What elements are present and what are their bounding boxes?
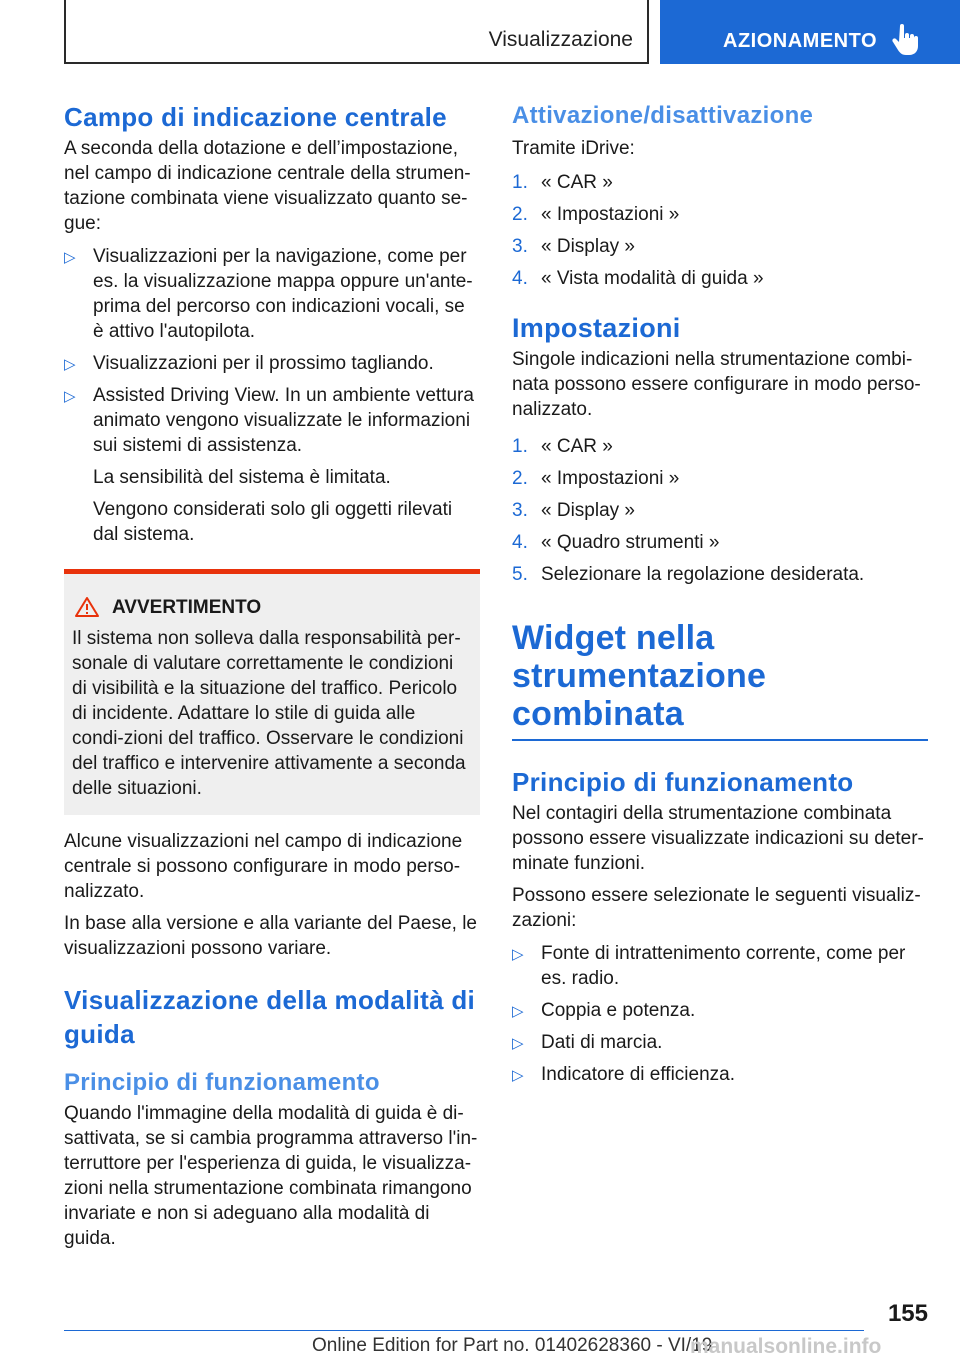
step-text: « Display » (541, 500, 635, 521)
warning-triangle-icon (74, 596, 100, 618)
heading-principio-funzionamento: Principio di funzionamento (512, 767, 854, 797)
step-item (512, 170, 928, 195)
list-item (64, 244, 480, 344)
step-text: « CAR » (541, 436, 613, 457)
step-text: « CAR » (541, 172, 613, 193)
step-text: « Display » (541, 236, 635, 257)
step-text: « Impostazioni » (541, 468, 680, 489)
step-item (512, 234, 928, 259)
step-number: 4. (512, 268, 528, 289)
paragraph: Nel contagiri della strumentazione combinata possono essere visualizzate indicazioni su deter-minate funzioni. (512, 803, 924, 874)
paragraph: Possono essere selezionate le seguenti visualiz-zazioni: (512, 885, 921, 931)
subheading-principio: Principio di funzionamento (64, 1069, 380, 1096)
paragraph: Quando l'immagine della modalità di guida è di-sattivata, se si cambia programma attraverso l'in-terruttore per l'esperienza di guida, le visualizza-zioni nella strumentazione combinata rimangono invariate e non si adeguano alla modalità di guida. (64, 1103, 478, 1249)
step-text: « Impostazioni » (541, 204, 680, 225)
step-number: 3. (512, 500, 528, 521)
triangle-bullet-icon: ▷ (64, 249, 76, 266)
hand-pointer-icon (892, 24, 918, 56)
step-item (512, 266, 928, 291)
step-text: Selezionare la regolazione desiderata. (541, 564, 865, 585)
page-number: 155 (887, 1300, 928, 1327)
step-number: 1. (512, 436, 528, 457)
paragraph: Tramite iDrive: (512, 138, 635, 159)
paragraph: A seconda della dotazione e dell’impostazione, nel campo di indicazione centrale della strumen-tazione combinata viene visualizzato quanto se-gue: (64, 138, 471, 234)
steps-list (512, 170, 928, 291)
list-item (512, 941, 928, 991)
bullet-list (64, 244, 480, 458)
list-item (64, 351, 480, 376)
warning-title-text: AVVERTIMENTO (112, 597, 262, 618)
list-item-text: Visualizzazioni per la navigazione, come per es. la visualizzazione mappa oppure un'ante-prima del percorso con indicazioni vocali, se è attivo l'autopilota. (93, 246, 473, 342)
step-number: 4. (512, 532, 528, 553)
footer-edition: Online Edition for Part no. 01402628360 - VI/19 (312, 1335, 713, 1356)
list-item-text: Dati di marcia. (541, 1032, 663, 1053)
list-item (512, 1030, 928, 1055)
paragraph: Singole indicazioni nella strumentazione combi-nata possono essere configurare in modo perso-nalizzato. (512, 349, 921, 420)
step-number: 2. (512, 204, 528, 225)
list-item-text: Fonte di intrattenimento corrente, come per es. radio. (541, 943, 906, 989)
list-item-text: Coppia e potenza. (541, 1000, 696, 1021)
step-item (512, 466, 928, 491)
step-item (512, 434, 928, 459)
list-item (512, 998, 928, 1023)
heading-modalita-guida: Visualizzazione della modalità di guida (64, 985, 476, 1049)
triangle-bullet-icon: ▷ (512, 1067, 524, 1084)
steps-list (512, 434, 928, 587)
triangle-bullet-icon: ▷ (512, 1035, 524, 1052)
step-item (512, 562, 928, 587)
header-section-box (64, 0, 649, 64)
note-text: Vengono considerati solo gli oggetti rilevati dal sistema. (93, 499, 453, 545)
section-title: Visualizzazione (488, 28, 633, 51)
step-number: 3. (512, 236, 528, 257)
triangle-bullet-icon: ▷ (512, 946, 524, 963)
chapter-label: AZIONAMENTO (723, 30, 878, 52)
warning-title (72, 596, 472, 620)
step-item (512, 202, 928, 227)
left-column (64, 100, 480, 1251)
heading-impostazioni: Impostazioni (512, 313, 681, 343)
triangle-bullet-icon: ▷ (64, 356, 76, 373)
warning-box (64, 569, 480, 815)
list-item-text: Visualizzazioni per il prossimo tagliando. (93, 353, 434, 374)
warning-text: Il sistema non solleva dalla responsabilità per-sonale di valutare correttamente le condizioni di visibilità e la situazione del traffico. Pericolo di incidente. Adattare lo stile di guida alle condi-zioni del traffico. Osservare le condizioni del traffico e intervenire attivamente a seconda delle situazioni. (72, 628, 466, 799)
step-item (512, 498, 928, 523)
list-item-text: Assisted Driving View. In un ambiente vettura animato vengono visualizzate le informazioni sui sistemi di assistenza. (93, 385, 474, 456)
paragraph: Alcune visualizzazioni nel campo di indicazione centrale si possono configurare in modo perso-nalizzato. (64, 831, 463, 902)
list-item (64, 383, 480, 458)
chapter-tab[interactable] (660, 0, 960, 64)
list-item-text: Indicatore di efficienza. (541, 1064, 735, 1085)
heading-campo-indicazione: Campo di indicazione centrale (64, 102, 447, 132)
step-number: 5. (512, 564, 528, 585)
note-text: La sensibilità del sistema è limitata. (93, 467, 391, 488)
footer-divider (64, 1330, 864, 1331)
bullet-list (512, 941, 928, 1087)
heading-widget: Widget nella strumentazione combinata (512, 619, 928, 741)
subheading-attivazione: Attivazione/disattivazione (512, 102, 814, 129)
step-text: « Vista modalità di guida » (541, 268, 764, 289)
watermark: manualsonline.info (690, 1335, 882, 1358)
step-number: 2. (512, 468, 528, 489)
step-item (512, 530, 928, 555)
step-text: « Quadro strumenti » (541, 532, 720, 553)
paragraph: In base alla versione e alla variante del Paese, le visualizzazioni possono variare. (64, 913, 477, 959)
right-column (512, 100, 928, 1087)
step-number: 1. (512, 172, 528, 193)
triangle-bullet-icon: ▷ (64, 388, 76, 405)
triangle-bullet-icon: ▷ (512, 1003, 524, 1020)
list-item (512, 1062, 928, 1087)
